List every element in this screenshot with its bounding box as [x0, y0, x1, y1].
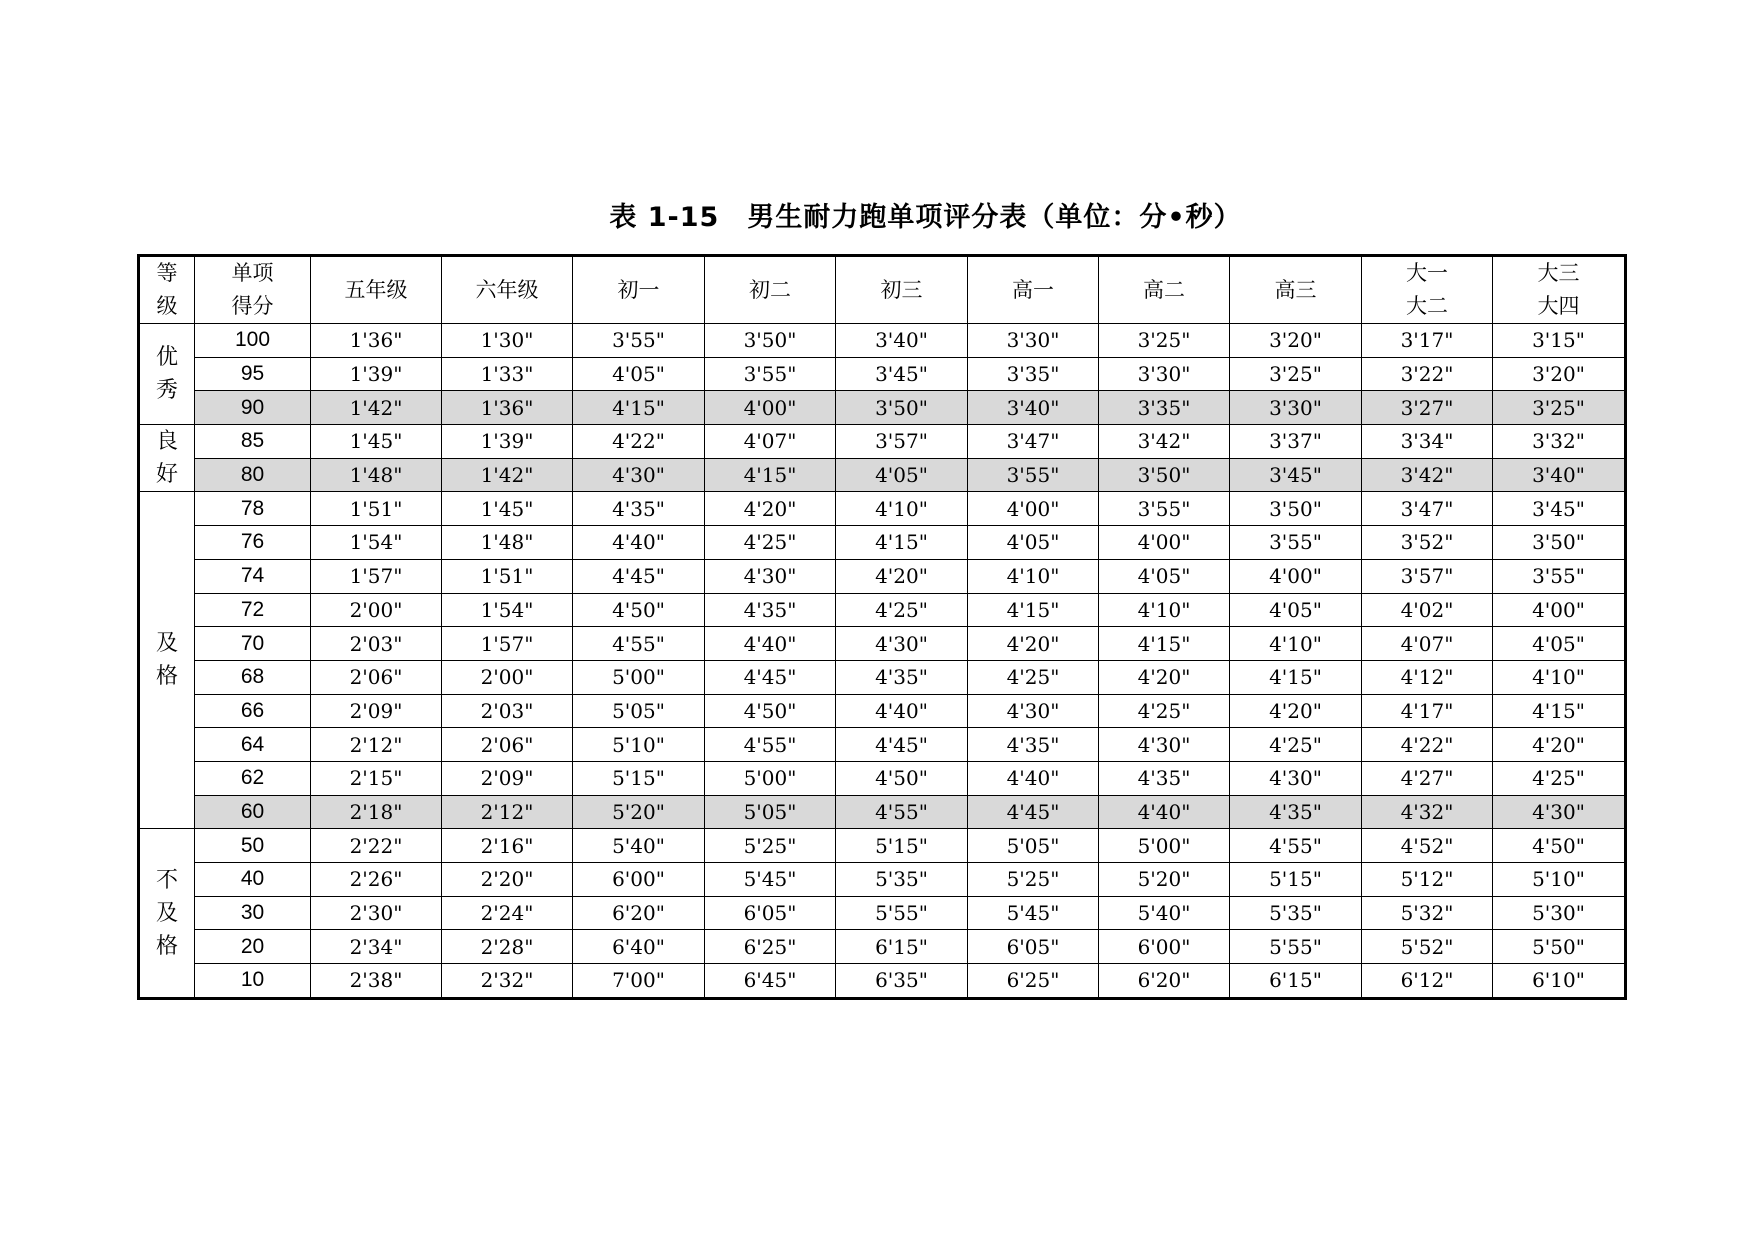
time-cell: 4'40": [836, 694, 968, 728]
time-cell: 2'06": [442, 728, 573, 762]
score-cell: 40: [195, 863, 311, 897]
grade-level-char: 好: [155, 462, 178, 488]
time-cell: 4'45": [573, 559, 705, 593]
time-cell: 4'00": [1493, 593, 1626, 627]
score-table: [137, 254, 1627, 1000]
column-header: [442, 256, 573, 324]
grade-level-char: 格: [155, 933, 178, 959]
time-cell: 4'22": [1362, 728, 1493, 762]
table-row: [139, 627, 1626, 661]
time-cell: 1'36": [442, 391, 573, 425]
score-cell: 62: [195, 761, 311, 795]
column-header-line: 大一: [1406, 261, 1448, 285]
score-cell: 90: [195, 391, 311, 425]
time-cell: 2'00": [442, 660, 573, 694]
table-header: [139, 256, 1626, 324]
column-header-line: 初二: [749, 277, 791, 302]
time-cell: 1'51": [311, 492, 442, 526]
time-cell: 3'52": [1362, 526, 1493, 560]
time-cell: 4'00": [968, 492, 1099, 526]
time-cell: 4'50": [1493, 829, 1626, 863]
time-cell: 3'25": [1493, 391, 1626, 425]
time-cell: 5'05": [705, 795, 836, 829]
time-cell: 5'30": [1493, 896, 1626, 930]
table-row: [139, 728, 1626, 762]
time-cell: 7'00": [573, 964, 705, 999]
score-cell: 100: [195, 324, 311, 358]
time-cell: 4'30": [968, 694, 1099, 728]
time-cell: 4'25": [1099, 694, 1230, 728]
table-row: [139, 964, 1626, 999]
time-cell: 3'57": [1362, 559, 1493, 593]
table-row: [139, 660, 1626, 694]
grade-level-cell: [139, 829, 195, 998]
table-row: [139, 425, 1626, 459]
score-cell: 60: [195, 795, 311, 829]
grade-level-char: 优: [155, 345, 178, 371]
time-cell: 4'15": [1099, 627, 1230, 661]
time-cell: 5'00": [705, 761, 836, 795]
time-cell: 3'32": [1493, 425, 1626, 459]
time-cell: 4'25": [1493, 761, 1626, 795]
time-cell: 4'20": [1493, 728, 1626, 762]
time-cell: 6'25": [705, 930, 836, 964]
column-header-line: 级: [156, 294, 178, 318]
time-cell: 2'22": [311, 829, 442, 863]
column-header-line: 得分: [231, 294, 274, 318]
time-cell: 4'32": [1362, 795, 1493, 829]
time-cell: 4'15": [836, 526, 968, 560]
table-row: [139, 829, 1626, 863]
score-cell: 80: [195, 458, 311, 492]
time-cell: 1'54": [311, 526, 442, 560]
grade-level-char: 秀: [155, 378, 178, 404]
time-cell: 1'54": [442, 593, 573, 627]
time-cell: 2'30": [311, 896, 442, 930]
time-cell: 3'45": [1493, 492, 1626, 526]
time-cell: 4'05": [573, 357, 705, 391]
time-cell: 3'55": [705, 357, 836, 391]
time-cell: 5'40": [573, 829, 705, 863]
time-cell: 3'40": [1493, 458, 1626, 492]
time-cell: 3'27": [1362, 391, 1493, 425]
score-cell: 30: [195, 896, 311, 930]
time-cell: 4'30": [1493, 795, 1626, 829]
time-cell: 5'10": [1493, 863, 1626, 897]
column-header: [968, 256, 1099, 324]
time-cell: 4'55": [573, 627, 705, 661]
time-cell: 1'57": [311, 559, 442, 593]
time-cell: 5'40": [1099, 896, 1230, 930]
grade-level-cell: [139, 324, 195, 425]
time-cell: 6'05": [705, 896, 836, 930]
time-cell: 5'45": [968, 896, 1099, 930]
column-header: [705, 256, 836, 324]
time-cell: 5'25": [968, 863, 1099, 897]
time-cell: 3'25": [1230, 357, 1362, 391]
time-cell: 4'20": [968, 627, 1099, 661]
time-cell: 6'00": [573, 863, 705, 897]
time-cell: 3'50": [836, 391, 968, 425]
time-cell: 4'27": [1362, 761, 1493, 795]
time-cell: 3'50": [1099, 458, 1230, 492]
time-cell: 3'45": [836, 357, 968, 391]
time-cell: 3'17": [1362, 324, 1493, 358]
time-cell: 3'42": [1099, 425, 1230, 459]
time-cell: 2'12": [311, 728, 442, 762]
time-cell: 4'05": [836, 458, 968, 492]
time-cell: 4'25": [836, 593, 968, 627]
score-cell: 66: [195, 694, 311, 728]
time-cell: 3'30": [1099, 357, 1230, 391]
score-cell: 70: [195, 627, 311, 661]
table-title: 表 1-15 男生耐力跑单项评分表（单位：分•秒）: [609, 202, 1242, 233]
table-row: [139, 593, 1626, 627]
time-cell: 5'55": [836, 896, 968, 930]
time-cell: 4'30": [573, 458, 705, 492]
column-header: [1230, 256, 1362, 324]
time-cell: 1'30": [442, 324, 573, 358]
time-cell: 6'12": [1362, 964, 1493, 999]
time-cell: 2'28": [442, 930, 573, 964]
time-cell: 4'55": [1230, 829, 1362, 863]
score-cell: 76: [195, 526, 311, 560]
time-cell: 3'20": [1493, 357, 1626, 391]
table-row: [139, 391, 1626, 425]
grade-level-char: 格: [155, 664, 178, 690]
time-cell: 4'40": [705, 627, 836, 661]
time-cell: 6'15": [1230, 964, 1362, 999]
time-cell: 5'15": [836, 829, 968, 863]
grade-level-cell: [139, 425, 195, 492]
time-cell: 4'10": [1230, 627, 1362, 661]
score-cell: 10: [195, 964, 311, 999]
table-row: [139, 761, 1626, 795]
table-row: [139, 458, 1626, 492]
column-header-line: 等: [156, 261, 178, 285]
column-header-line: 五年级: [344, 277, 408, 302]
time-cell: 1'42": [311, 391, 442, 425]
time-cell: 3'47": [1362, 492, 1493, 526]
time-cell: 3'25": [1099, 324, 1230, 358]
time-cell: 4'50": [705, 694, 836, 728]
header-row: [139, 256, 1626, 324]
table-row: [139, 526, 1626, 560]
time-cell: 2'32": [442, 964, 573, 999]
table-row: [139, 694, 1626, 728]
table-row: [139, 863, 1626, 897]
time-cell: 4'12": [1362, 660, 1493, 694]
table-row: [139, 324, 1626, 358]
time-cell: 2'18": [311, 795, 442, 829]
time-cell: 5'10": [573, 728, 705, 762]
column-header: [573, 256, 705, 324]
time-cell: 3'35": [968, 357, 1099, 391]
time-cell: 4'07": [1362, 627, 1493, 661]
table-row: [139, 559, 1626, 593]
column-header-line: 初一: [617, 277, 660, 302]
score-cell: 85: [195, 425, 311, 459]
table-row: [139, 795, 1626, 829]
time-cell: 5'20": [573, 795, 705, 829]
time-cell: 2'09": [311, 694, 442, 728]
time-cell: 1'51": [442, 559, 573, 593]
time-cell: 4'05": [1493, 627, 1626, 661]
column-header-line: 高一: [1012, 277, 1054, 302]
time-cell: 6'10": [1493, 964, 1626, 999]
time-cell: 4'35": [836, 660, 968, 694]
column-header-line: 高二: [1143, 277, 1185, 302]
time-cell: 3'20": [1230, 324, 1362, 358]
time-cell: 4'30": [1099, 728, 1230, 762]
time-cell: 2'03": [442, 694, 573, 728]
time-cell: 4'25": [1230, 728, 1362, 762]
grade-level-char: 良: [155, 429, 178, 455]
column-header-line: 大二: [1406, 294, 1448, 318]
column-header: [1362, 256, 1493, 324]
column-header-line: 高三: [1274, 277, 1317, 302]
table-row: [139, 930, 1626, 964]
time-cell: 2'34": [311, 930, 442, 964]
time-cell: 4'02": [1362, 593, 1493, 627]
table-row: [139, 896, 1626, 930]
time-cell: 4'25": [705, 526, 836, 560]
time-cell: 4'30": [836, 627, 968, 661]
time-cell: 6'15": [836, 930, 968, 964]
time-cell: 6'45": [705, 964, 836, 999]
time-cell: 4'55": [705, 728, 836, 762]
time-cell: 3'47": [968, 425, 1099, 459]
time-cell: 2'00": [311, 593, 442, 627]
grade-level-char: 及: [155, 631, 178, 657]
column-header: [836, 256, 968, 324]
time-cell: 3'57": [836, 425, 968, 459]
time-cell: 2'12": [442, 795, 573, 829]
time-cell: 6'00": [1099, 930, 1230, 964]
time-cell: 5'00": [1099, 829, 1230, 863]
time-cell: 3'50": [705, 324, 836, 358]
time-cell: 4'40": [1099, 795, 1230, 829]
time-cell: 3'35": [1099, 391, 1230, 425]
time-cell: 6'20": [573, 896, 705, 930]
score-cell: 64: [195, 728, 311, 762]
time-cell: 3'55": [573, 324, 705, 358]
time-cell: 4'05": [1099, 559, 1230, 593]
time-cell: 6'35": [836, 964, 968, 999]
time-cell: 4'35": [705, 593, 836, 627]
time-cell: 1'42": [442, 458, 573, 492]
column-header-line: 六年级: [475, 277, 539, 302]
time-cell: 4'45": [705, 660, 836, 694]
time-cell: 5'35": [836, 863, 968, 897]
time-cell: 2'06": [311, 660, 442, 694]
time-cell: 4'17": [1362, 694, 1493, 728]
time-cell: 5'55": [1230, 930, 1362, 964]
time-cell: 1'39": [311, 357, 442, 391]
time-cell: 5'15": [573, 761, 705, 795]
time-cell: 4'10": [1493, 660, 1626, 694]
time-cell: 4'22": [573, 425, 705, 459]
time-cell: 6'25": [968, 964, 1099, 999]
time-cell: 5'52": [1362, 930, 1493, 964]
time-cell: 4'10": [1099, 593, 1230, 627]
time-cell: 2'26": [311, 863, 442, 897]
time-cell: 2'03": [311, 627, 442, 661]
score-cell: 20: [195, 930, 311, 964]
time-cell: 5'20": [1099, 863, 1230, 897]
time-cell: 5'12": [1362, 863, 1493, 897]
time-cell: 5'32": [1362, 896, 1493, 930]
time-cell: 4'55": [836, 795, 968, 829]
time-cell: 4'05": [1230, 593, 1362, 627]
time-cell: 4'35": [968, 728, 1099, 762]
column-header-line: 大三: [1537, 261, 1580, 285]
time-cell: 4'15": [705, 458, 836, 492]
time-cell: 2'24": [442, 896, 573, 930]
time-cell: 4'15": [1493, 694, 1626, 728]
time-cell: 4'30": [705, 559, 836, 593]
time-cell: 4'00": [1099, 526, 1230, 560]
column-header: [195, 256, 311, 324]
time-cell: 5'25": [705, 829, 836, 863]
time-cell: 4'50": [573, 593, 705, 627]
score-cell: 78: [195, 492, 311, 526]
time-cell: 1'33": [442, 357, 573, 391]
time-cell: 1'45": [311, 425, 442, 459]
time-cell: 4'20": [1099, 660, 1230, 694]
table-body: [139, 324, 1626, 999]
time-cell: 1'48": [311, 458, 442, 492]
time-cell: 5'15": [1230, 863, 1362, 897]
table-row: [139, 492, 1626, 526]
time-cell: 6'05": [968, 930, 1099, 964]
time-cell: 3'34": [1362, 425, 1493, 459]
time-cell: 5'05": [968, 829, 1099, 863]
column-header-line: 大四: [1537, 294, 1580, 318]
grade-level-char: 不: [155, 867, 178, 893]
time-cell: 5'05": [573, 694, 705, 728]
column-header: [139, 256, 195, 324]
time-cell: 3'50": [1230, 492, 1362, 526]
score-cell: 74: [195, 559, 311, 593]
time-cell: 5'45": [705, 863, 836, 897]
score-cell: 68: [195, 660, 311, 694]
time-cell: 3'50": [1493, 526, 1626, 560]
time-cell: 4'52": [1362, 829, 1493, 863]
time-cell: 4'40": [968, 761, 1099, 795]
time-cell: 4'40": [573, 526, 705, 560]
table-row: [139, 357, 1626, 391]
grade-level-char: 及: [155, 900, 178, 926]
time-cell: 3'55": [1230, 526, 1362, 560]
time-cell: 3'45": [1230, 458, 1362, 492]
time-cell: 3'30": [1230, 391, 1362, 425]
time-cell: 4'50": [836, 761, 968, 795]
column-header: [311, 256, 442, 324]
time-cell: 4'15": [573, 391, 705, 425]
time-cell: 3'22": [1362, 357, 1493, 391]
column-header-line: 初三: [880, 277, 923, 302]
time-cell: 4'07": [705, 425, 836, 459]
time-cell: 2'09": [442, 761, 573, 795]
time-cell: 3'42": [1362, 458, 1493, 492]
time-cell: 4'20": [836, 559, 968, 593]
time-cell: 4'15": [1230, 660, 1362, 694]
time-cell: 4'45": [968, 795, 1099, 829]
time-cell: 4'45": [836, 728, 968, 762]
time-cell: 3'30": [968, 324, 1099, 358]
time-cell: 3'55": [1493, 559, 1626, 593]
time-cell: 2'15": [311, 761, 442, 795]
time-cell: 5'35": [1230, 896, 1362, 930]
time-cell: 4'25": [968, 660, 1099, 694]
time-cell: 4'35": [1099, 761, 1230, 795]
time-cell: 6'40": [573, 930, 705, 964]
time-cell: 4'00": [1230, 559, 1362, 593]
time-cell: 2'38": [311, 964, 442, 999]
time-cell: 4'05": [968, 526, 1099, 560]
time-cell: 1'39": [442, 425, 573, 459]
score-cell: 72: [195, 593, 311, 627]
time-cell: 2'20": [442, 863, 573, 897]
time-cell: 5'50": [1493, 930, 1626, 964]
time-cell: 4'00": [705, 391, 836, 425]
time-cell: 3'15": [1493, 324, 1626, 358]
time-cell: 4'20": [1230, 694, 1362, 728]
time-cell: 1'45": [442, 492, 573, 526]
time-cell: 4'10": [968, 559, 1099, 593]
time-cell: 3'55": [968, 458, 1099, 492]
time-cell: 4'35": [1230, 795, 1362, 829]
column-header: [1099, 256, 1230, 324]
time-cell: 4'10": [836, 492, 968, 526]
column-header: [1493, 256, 1626, 324]
time-cell: 2'16": [442, 829, 573, 863]
time-cell: 3'40": [968, 391, 1099, 425]
time-cell: 4'30": [1230, 761, 1362, 795]
time-cell: 3'37": [1230, 425, 1362, 459]
time-cell: 4'15": [968, 593, 1099, 627]
time-cell: 3'40": [836, 324, 968, 358]
time-cell: 1'36": [311, 324, 442, 358]
time-cell: 5'00": [573, 660, 705, 694]
time-cell: 4'20": [705, 492, 836, 526]
grade-level-cell: [139, 492, 195, 829]
score-cell: 95: [195, 357, 311, 391]
time-cell: 1'57": [442, 627, 573, 661]
time-cell: 4'35": [573, 492, 705, 526]
time-cell: 3'55": [1099, 492, 1230, 526]
score-cell: 50: [195, 829, 311, 863]
time-cell: 1'48": [442, 526, 573, 560]
column-header-line: 单项: [231, 261, 274, 285]
time-cell: 6'20": [1099, 964, 1230, 999]
